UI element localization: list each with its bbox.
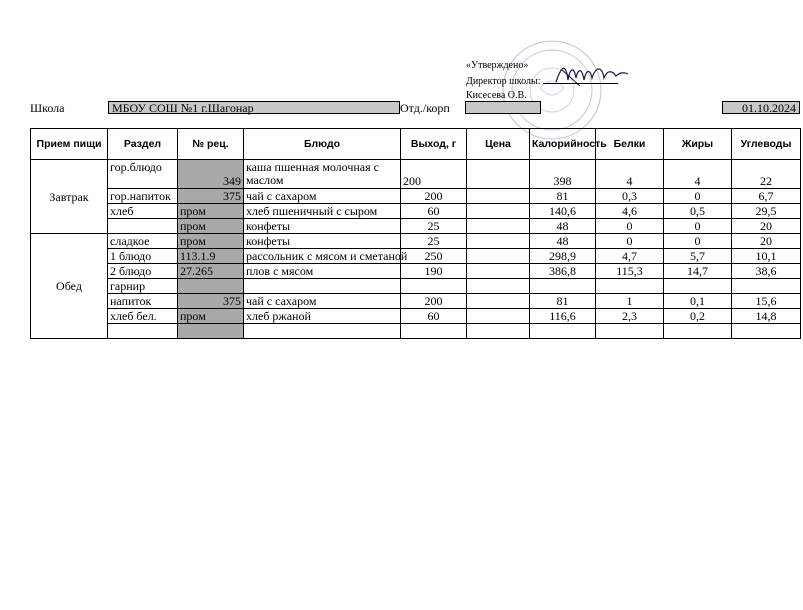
signature-line <box>543 73 618 84</box>
approval-block <box>466 59 618 103</box>
cell-carbs: 20 <box>732 219 801 234</box>
cell-yield: 200 <box>401 189 467 204</box>
cell-yield: 250 <box>401 249 467 264</box>
table-row <box>31 160 801 189</box>
cell-yield: 60 <box>401 204 467 219</box>
meal-breakfast: Завтрак <box>31 160 108 234</box>
cell-recipe: 349 <box>178 160 244 189</box>
col-kcal: Калорийность <box>530 129 596 160</box>
cell-recipe: 375 <box>178 189 244 204</box>
cell-protein: 0 <box>596 234 664 249</box>
cell-section: 2 блюдо <box>108 264 178 279</box>
cell-carbs: 38,6 <box>732 264 801 279</box>
cell-fat: 0,5 <box>664 204 732 219</box>
cell-yield <box>401 279 467 294</box>
col-dish: Блюдо <box>244 129 401 160</box>
cell-carbs <box>732 279 801 294</box>
cell-protein: 4,7 <box>596 249 664 264</box>
cell-recipe: 27.265 <box>178 264 244 279</box>
col-recipe: № рец. <box>178 129 244 160</box>
cell-recipe: 113.1.9 <box>178 249 244 264</box>
cell-yield: 200 <box>401 160 467 189</box>
cell-section: напиток <box>108 294 178 309</box>
cell-fat: 0,1 <box>664 294 732 309</box>
cell-recipe: 375 <box>178 294 244 309</box>
cell-dish: чай с сахаром <box>244 189 401 204</box>
cell-fat <box>664 279 732 294</box>
school-name-field: МБОУ СОШ №1 г.Шагонар <box>108 101 400 114</box>
cell-kcal <box>530 279 596 294</box>
cell-carbs: 22 <box>732 160 801 189</box>
table-row <box>31 294 801 309</box>
approval-title: «Утверждено» <box>466 60 529 71</box>
cell-protein <box>596 324 664 339</box>
cell-price <box>467 234 530 249</box>
cell-dish: хлеб пшеничный с сыром <box>244 204 401 219</box>
cell-kcal: 48 <box>530 234 596 249</box>
table-row <box>31 249 801 264</box>
table-row <box>31 189 801 204</box>
cell-carbs: 6,7 <box>732 189 801 204</box>
cell-price <box>467 160 530 189</box>
cell-dish: рассольник с мясом и сметаной <box>244 249 401 264</box>
cell-section: сладкое <box>108 234 178 249</box>
table-row <box>31 264 801 279</box>
cell-protein: 4 <box>596 160 664 189</box>
col-section: Раздел <box>108 129 178 160</box>
cell-section: гор.напиток <box>108 189 178 204</box>
approval-director-line <box>466 73 618 89</box>
cell-price <box>467 219 530 234</box>
cell-protein: 0 <box>596 219 664 234</box>
table-header-row <box>31 129 801 160</box>
cell-price <box>467 189 530 204</box>
cell-kcal: 398 <box>530 160 596 189</box>
cell-section: хлеб <box>108 204 178 219</box>
cell-yield: 200 <box>401 294 467 309</box>
cell-recipe: пром <box>178 234 244 249</box>
cell-section: гарнир <box>108 279 178 294</box>
cell-yield: 190 <box>401 264 467 279</box>
cell-price <box>467 249 530 264</box>
col-carbs: Углеводы <box>732 129 801 160</box>
cell-dish: каша пшенная молочная с маслом <box>244 160 401 189</box>
cell-protein: 0,3 <box>596 189 664 204</box>
cell-dish <box>244 324 401 339</box>
date-field: 01.10.2024 <box>722 101 800 114</box>
cell-protein: 4,6 <box>596 204 664 219</box>
cell-fat <box>664 324 732 339</box>
cell-fat: 0,2 <box>664 309 732 324</box>
cell-kcal <box>530 324 596 339</box>
cell-carbs: 29,5 <box>732 204 801 219</box>
cell-fat: 0 <box>664 219 732 234</box>
cell-price <box>467 309 530 324</box>
cell-protein: 2,3 <box>596 309 664 324</box>
table-row <box>31 279 801 294</box>
cell-recipe: пром <box>178 309 244 324</box>
menu-table <box>30 128 801 339</box>
cell-fat: 14,7 <box>664 264 732 279</box>
cell-kcal: 48 <box>530 219 596 234</box>
table-row <box>31 219 801 234</box>
cell-yield: 60 <box>401 309 467 324</box>
cell-yield: 25 <box>401 219 467 234</box>
cell-kcal: 81 <box>530 294 596 309</box>
cell-section: хлеб бел. <box>108 309 178 324</box>
cell-dish: конфеты <box>244 234 401 249</box>
cell-price <box>467 324 530 339</box>
table-row <box>31 309 801 324</box>
col-price: Цена <box>467 129 530 160</box>
cell-fat: 0 <box>664 234 732 249</box>
cell-yield <box>401 324 467 339</box>
cell-carbs <box>732 324 801 339</box>
cell-recipe <box>178 279 244 294</box>
cell-dish <box>244 279 401 294</box>
cell-dish: чай с сахаром <box>244 294 401 309</box>
cell-yield: 25 <box>401 234 467 249</box>
cell-dish: плов с мясом <box>244 264 401 279</box>
cell-kcal: 116,6 <box>530 309 596 324</box>
cell-carbs: 20 <box>732 234 801 249</box>
cell-dish: хлеб ржаной <box>244 309 401 324</box>
meal-lunch: Обед <box>31 234 108 339</box>
cell-price <box>467 294 530 309</box>
cell-protein <box>596 279 664 294</box>
table-row <box>31 234 801 249</box>
cell-kcal: 298,9 <box>530 249 596 264</box>
cell-protein: 115,3 <box>596 264 664 279</box>
cell-fat: 5,7 <box>664 249 732 264</box>
cell-price <box>467 279 530 294</box>
branch-label: Отд./корп <box>400 101 450 115</box>
cell-carbs: 10,1 <box>732 249 801 264</box>
cell-section <box>108 219 178 234</box>
col-protein: Белки <box>596 129 664 160</box>
table-row <box>31 324 801 339</box>
cell-kcal: 140,6 <box>530 204 596 219</box>
approval-director-label: Директор школы: <box>466 76 541 87</box>
cell-protein: 1 <box>596 294 664 309</box>
cell-kcal: 81 <box>530 189 596 204</box>
col-yield: Выход, г <box>401 129 467 160</box>
cell-fat: 4 <box>664 160 732 189</box>
branch-field <box>465 101 541 114</box>
cell-price <box>467 264 530 279</box>
cell-recipe: пром <box>178 204 244 219</box>
cell-section: гор.блюдо <box>108 160 178 189</box>
cell-section: 1 блюдо <box>108 249 178 264</box>
col-meal: Прием пищи <box>31 129 108 160</box>
cell-section <box>108 324 178 339</box>
cell-kcal: 386,8 <box>530 264 596 279</box>
table-row <box>31 204 801 219</box>
cell-fat: 0 <box>664 189 732 204</box>
col-fat: Жиры <box>664 129 732 160</box>
cell-carbs: 14,8 <box>732 309 801 324</box>
approval-director-name: Кисесева О.В. <box>466 90 527 101</box>
cell-carbs: 15,6 <box>732 294 801 309</box>
cell-recipe <box>178 324 244 339</box>
cell-dish: конфеты <box>244 219 401 234</box>
cell-price <box>467 204 530 219</box>
cell-recipe: пром <box>178 219 244 234</box>
school-label: Школа <box>30 101 65 115</box>
